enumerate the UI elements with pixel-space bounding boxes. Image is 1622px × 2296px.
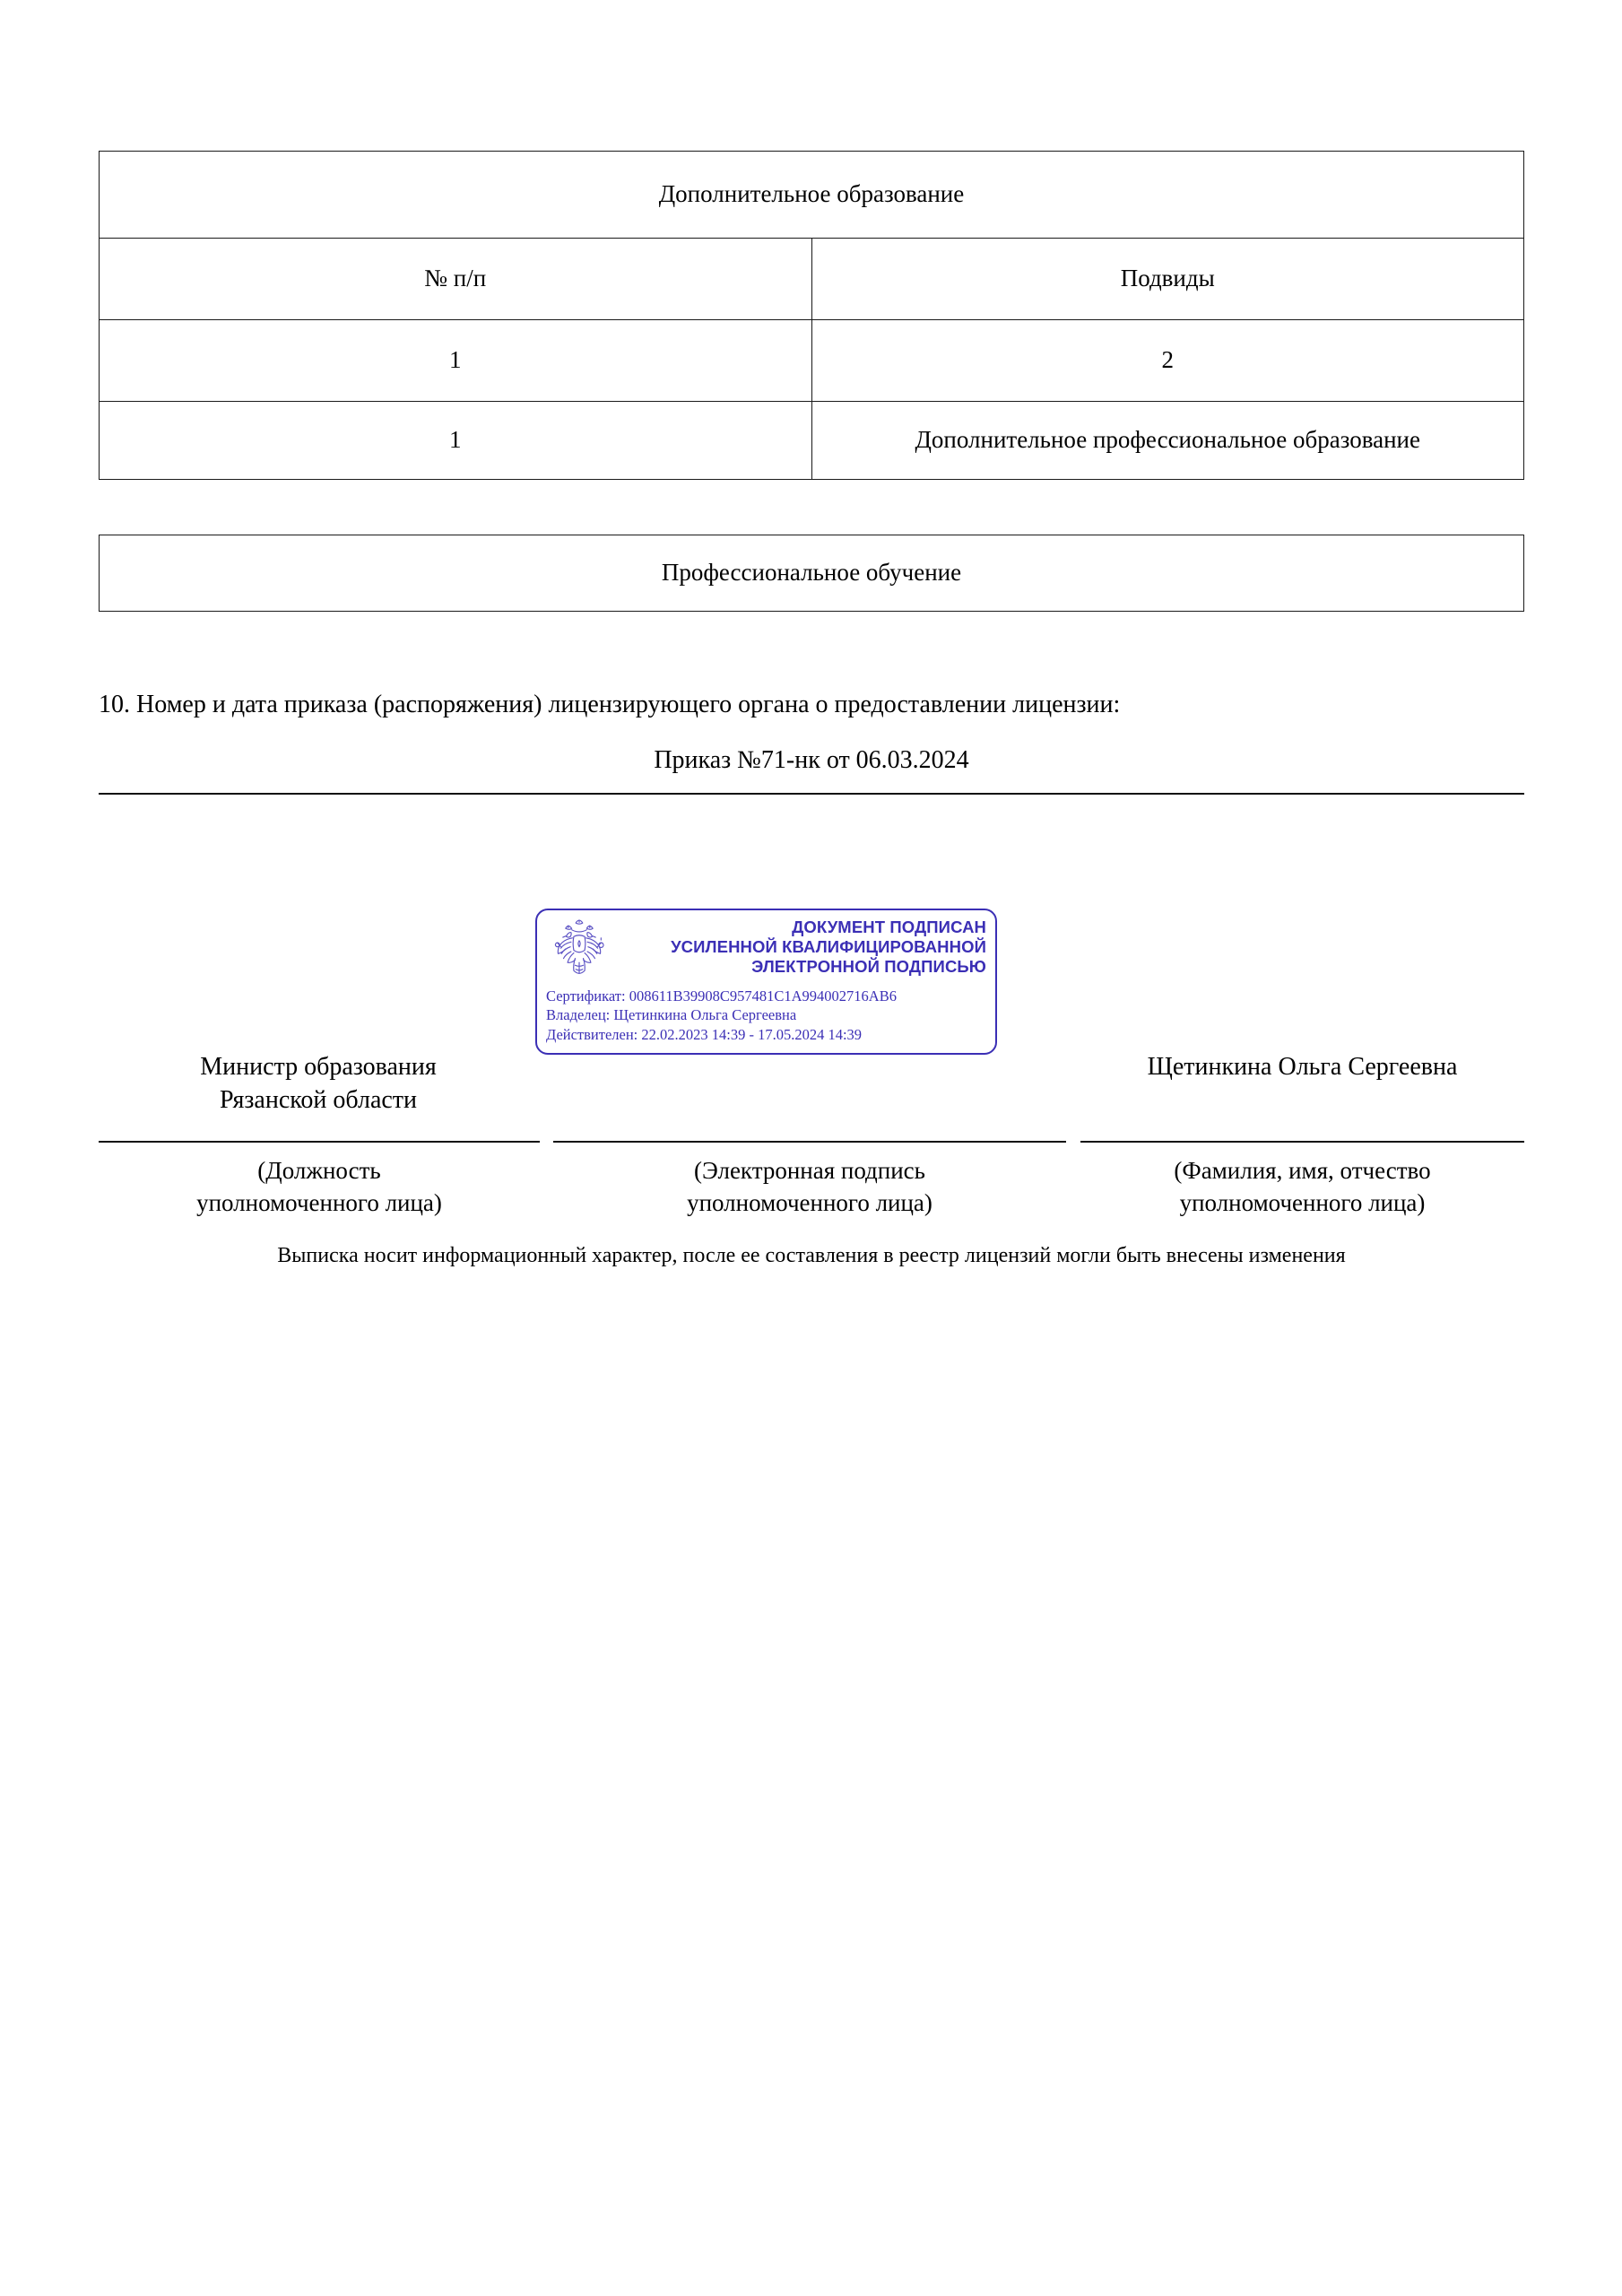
table-row [100, 239, 1524, 320]
numbering-cell-2: 2 [811, 320, 1524, 402]
caption-signature [553, 1155, 1066, 1220]
column-header-number: № п/п [100, 239, 812, 320]
stamp-owner: Владелец: Щетинкина Ольга Сергеевна [546, 1006, 797, 1024]
stamp-heading-line-3: ЭЛЕКТРОННОЙ ПОДПИСЬЮ [751, 956, 986, 976]
order-label: 10. Номер и дата приказа (распоряжения) лицензирующего органа о предоставлении лицензии: [99, 691, 1121, 718]
stamp-validity: Действителен: 22.02.2023 14:39 - 17.05.2024 14:39 [546, 1025, 863, 1043]
signature-line-signature [553, 1141, 1066, 1143]
numbering-cell-1: 1 [100, 320, 812, 402]
signatory-role-line-2: Рязанской области [219, 1085, 418, 1114]
caption-name [1080, 1155, 1524, 1220]
caption-signature-line-1: (Электронная подпись [694, 1157, 925, 1184]
column-header-subtypes: Подвиды [811, 239, 1524, 320]
stamp-details [537, 987, 995, 1044]
signatory-role-line-1: Министр образования [200, 1053, 437, 1081]
signatory-role [99, 1051, 538, 1118]
signatory-name: Щетинкина Ольга Сергеевна [1147, 1053, 1458, 1081]
row-subtype: Дополнительное профессиональное образование [811, 402, 1524, 480]
caption-signature-line-2: уполномоченного лица) [687, 1188, 932, 1216]
table-row [100, 402, 1524, 480]
table-vocational-training [99, 535, 1524, 612]
caption-role-line-2: уполномоченного лица) [196, 1188, 442, 1216]
order-value: Приказ №71-нк от 06.03.2024 [654, 746, 969, 774]
stamp-certificate: Сертификат: 008611B39908C957481C1A994002716AB6 [546, 987, 897, 1004]
disclaimer-text: Выписка носит информационный характер, после ее составления в реестр лицензий могли быть внесены изменения [277, 1244, 1346, 1267]
table-row [100, 152, 1524, 239]
signature-line-role [99, 1141, 540, 1143]
stamp-heading-line-1: ДОКУМЕНТ ПОДПИСАН [792, 918, 986, 936]
caption-name-line-1: (Фамилия, имя, отчество [1174, 1157, 1431, 1184]
table-title-cell: Профессиональное обучение [100, 535, 1524, 612]
caption-role-line-1: (Должность [257, 1157, 381, 1184]
table-row [100, 535, 1524, 612]
stamp-heading-line-2: УСИЛЕННОЙ КВАЛИФИЦИРОВАННОЙ [671, 936, 986, 956]
russian-coat-of-arms-icon [544, 918, 614, 986]
row-number: 1 [100, 402, 812, 480]
caption-name-line-2: уполномоченного лица) [1179, 1188, 1426, 1216]
table-row [100, 320, 1524, 402]
stamp-top-row [537, 910, 995, 986]
table-title-cell: Дополнительное образование [100, 152, 1524, 239]
stamp-heading [614, 916, 988, 976]
caption-role [99, 1155, 540, 1220]
table-additional-education [99, 151, 1524, 480]
order-underline [99, 793, 1524, 795]
signature-line-name [1080, 1141, 1524, 1143]
electronic-signature-stamp [535, 909, 997, 1055]
